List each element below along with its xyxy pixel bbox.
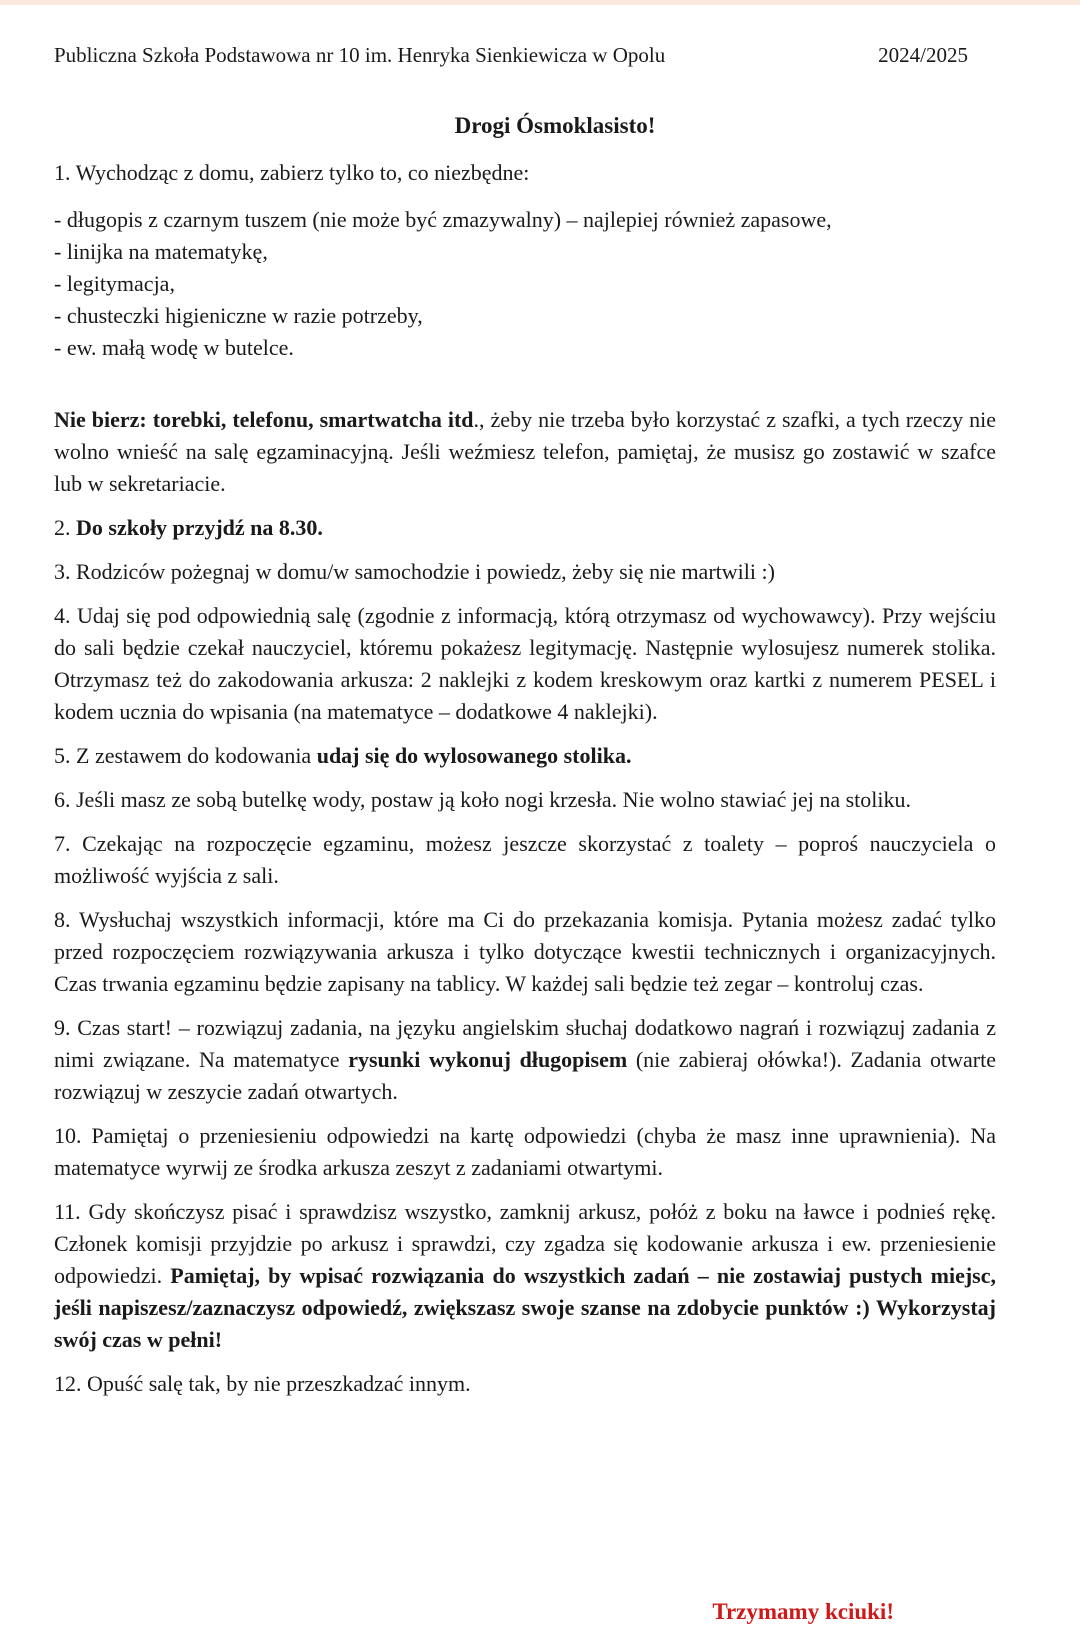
- item-2: [54, 512, 996, 544]
- dont-take-bold: Nie bierz: torebki, telefonu, smartwatcha itd: [54, 407, 474, 432]
- item-11-text: 11. Gdy skończysz pisać i sprawdzisz wszystko, zamknij arkusz, połóż z boku na ławce i podnieś rękę. Członek komisji przyjdzie po arkusz i sprawdzi, czy zgadza się kodowanie arkusza i ew. przeniesienie odpowiedzi.: [54, 1199, 996, 1288]
- dont-take-text: ., żeby nie trzeba było korzystać z szafki, a tych rzeczy nie wolno wnieść na salę egzaminacyjną. Jeśli weźmiesz telefon, pamiętaj, że musisz go zostawić w szafce lub w sekretariacie.: [54, 407, 996, 496]
- letter-title: Drogi Ósmoklasisto!: [454, 113, 656, 138]
- item-5-text: 5. Z zestawem do kodowania: [54, 743, 317, 768]
- item-11: [54, 1196, 996, 1356]
- item-5-bold: udaj się do wylosowanego stolika.: [316, 743, 632, 768]
- item-5: [54, 740, 996, 772]
- items-to-take-list: [54, 204, 996, 364]
- item-2-bold: Do szkoły przyjdź na 8.30.: [76, 515, 323, 540]
- item-9-text-end: (nie zabieraj ołówka!). Zadania otwarte rozwiązuj w zeszycie zadań otwartych.: [54, 1047, 997, 1104]
- list-item: - chusteczki higieniczne w razie potrzeby,: [54, 303, 423, 328]
- school-year: 2024/2025: [878, 43, 968, 67]
- school-name: Publiczna Szkoła Podstawowa nr 10 im. Henryka Sienkiewicza w Opolu: [54, 43, 666, 67]
- item-8: 8. Wysłuchaj wszystkich informacji, które ma Ci do przekazania komisja. Pytania możesz zadać tylko przed rozpoczęciem rozwiązywania arkusza i tylko dotyczące kwestii technicznych i organizacyjnych. Czas trwania egzaminu będzie zapisany na tablicy. W każdej sali będzie też zegar – kontroluj czas.: [54, 907, 996, 996]
- item-9-bold: rysunki wykonuj długopisem: [348, 1047, 628, 1072]
- item-9: [54, 1012, 996, 1108]
- page-header: [54, 43, 968, 68]
- dont-take-paragraph: [54, 404, 996, 500]
- list-item: - długopis z czarnym tuszem (nie może być zmazywalny) – najlepiej również zapasowe,: [54, 207, 832, 232]
- item-4: 4. Udaj się pod odpowiednią salę (zgodnie z informacją, którą otrzymasz od wychowawcy). Przy wejściu do sali będzie czekał nauczyciel, któremu pokażesz legitymację. Następnie wylosujesz numerek stolika. Otrzymasz też do zakodowania arkusza: 2 naklejki z kodem kreskowym oraz kartki z numerem PESEL i kodem ucznia do wpisania (na matematyce – dodatkowe 4 naklejki).: [54, 603, 996, 724]
- list-item: - linijka na matematykę,: [54, 239, 268, 264]
- list-item: - legitymacja,: [54, 271, 175, 296]
- item-7: 7. Czekając na rozpoczęcie egzaminu, możesz jeszcze skorzystać z toalety – poproś nauczyciela o możliwość wyjścia z sali.: [54, 831, 996, 888]
- list-item: - ew. małą wodę w butelce.: [54, 335, 294, 360]
- item-2-number: 2.: [54, 515, 76, 540]
- item-1-intro: 1. Wychodząc z domu, zabierz tylko to, co niezbędne:: [54, 160, 530, 185]
- item-10: 10. Pamiętaj o przeniesieniu odpowiedzi na kartę odpowiedzi (chyba że masz inne uprawnienia). Na matematyce wyrwij ze środka arkusza zeszyt z zadaniami otwartymi.: [54, 1123, 996, 1180]
- item-3: 3. Rodziców pożegnaj w domu/w samochodzie i powiedz, żeby się nie martwili :): [54, 559, 775, 584]
- item-11-bold: Pamiętaj, by wpisać rozwiązania do wszystkich zadań – nie zostawiaj pustych miejsc, jeśli napiszesz/zaznaczysz odpowiedź, zwiększasz swoje szanse na zdobycie punktów :) Wykorzystaj swój czas w pełni!: [54, 1263, 996, 1352]
- item-6: 6. Jeśli masz ze sobą butelkę wody, postaw ją koło nogi krzesła. Nie wolno stawiać jej na stoliku.: [54, 787, 911, 812]
- letter-body: [54, 157, 996, 1412]
- item-9-text: 9. Czas start! – rozwiązuj zadania, na języku angielskim słuchaj dodatkowo nagrań i rozwiązuj zadania z nimi związane. Na matematyce: [54, 1015, 996, 1072]
- item-12: 12. Opuść salę tak, by nie przeszkadzać innym.: [54, 1371, 471, 1396]
- closing-line: Trzymamy kciuki!: [712, 1599, 894, 1624]
